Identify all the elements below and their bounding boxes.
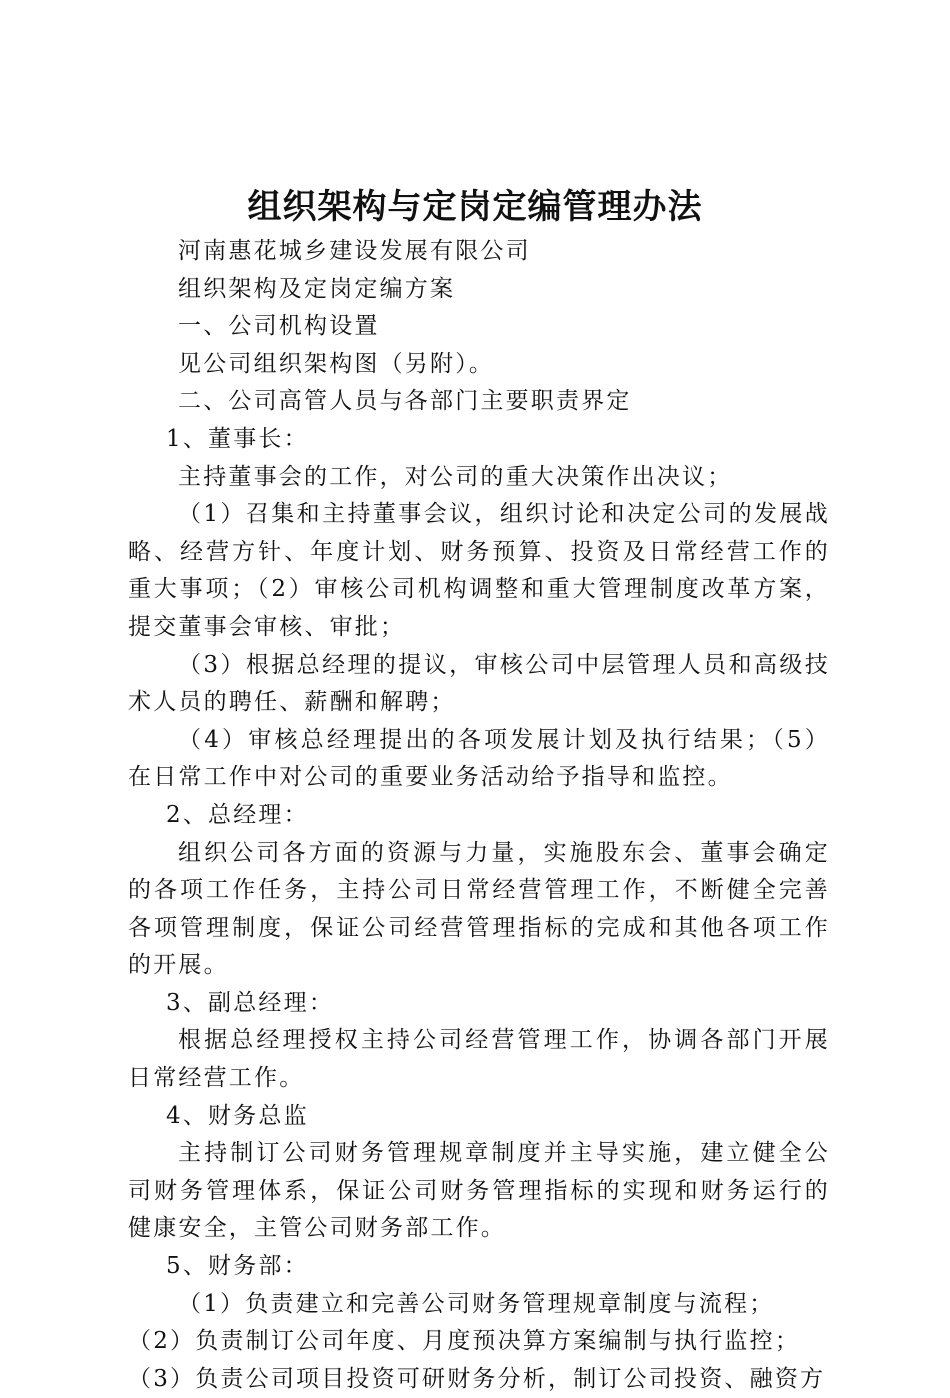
company-name: 河南惠花城乡建设发展有限公司	[178, 238, 531, 264]
paragraph: （4）审核总经理提出的各项发展计划及执行结果；（5）在日常工作中对公司的重要业务活动给予指导和监控。	[128, 726, 830, 791]
paragraph: （1）召集和主持董事会议，组织讨论和决定公司的发展战略、经营方针、年度计划、财务预算、投资及日常经营工作的重大事项；（2）审核公司机构调整和重大管理制度改革方案，提交董事会审核、审批；	[128, 501, 830, 640]
section-heading-2: 二、公司高管人员与各部门主要职责界定	[178, 388, 632, 415]
subheading-general-manager: 2、总经理：	[166, 801, 309, 828]
plan-title: 组织架构及定岗定编方案	[178, 275, 456, 302]
paragraph: 主持制订公司财务管理规章制度并主导实施，建立健全公司财务管理体系，保证公司财务管理指标的实现和财务运行的健康安全，主管公司财务部工作。	[128, 1140, 830, 1242]
section-heading-1: 一、公司机构设置	[178, 313, 380, 340]
paragraph: （3）根据总经理的提议，审核公司中层管理人员和高级技术人员的聘任、薪酬和解聘；	[128, 651, 830, 716]
paragraph: 组织公司各方面的资源与力量，实施股东会、董事会确定的各项工作任务，主持公司日常经营管理工作，不断健全完善各项管理制度，保证公司经营管理指标的完成和其他各项工作的开展。	[128, 839, 830, 979]
paragraph: 见公司组织架构图（另附）。	[178, 350, 495, 377]
subheading-cfo: 4、财务总监	[166, 1102, 309, 1129]
list-item: （1）负责建立和完善公司财务管理规章制度与流程；	[178, 1290, 775, 1317]
document-body	[128, 233, 830, 1398]
paragraph: 根据总经理授权主持公司经营管理工作，协调各部门开展日常经营工作。	[128, 1027, 830, 1092]
subheading-deputy-general-manager: 3、副总经理：	[166, 989, 335, 1016]
subheading-finance-dept: 5、财务部：	[166, 1253, 309, 1280]
list-item: （2）负责制订公司年度、月度预决算方案编制与执行监控；	[128, 1328, 801, 1355]
subheading-chairman: 1、董事长：	[166, 425, 309, 452]
document-title: 组织架构与定岗定编管理办法	[247, 187, 703, 227]
list-item: （3）负责公司项目投资可研财务分析，制订公司投资、融资方	[128, 1365, 826, 1392]
paragraph: 主持董事会的工作，对公司的重大决策作出决议；	[178, 463, 733, 490]
